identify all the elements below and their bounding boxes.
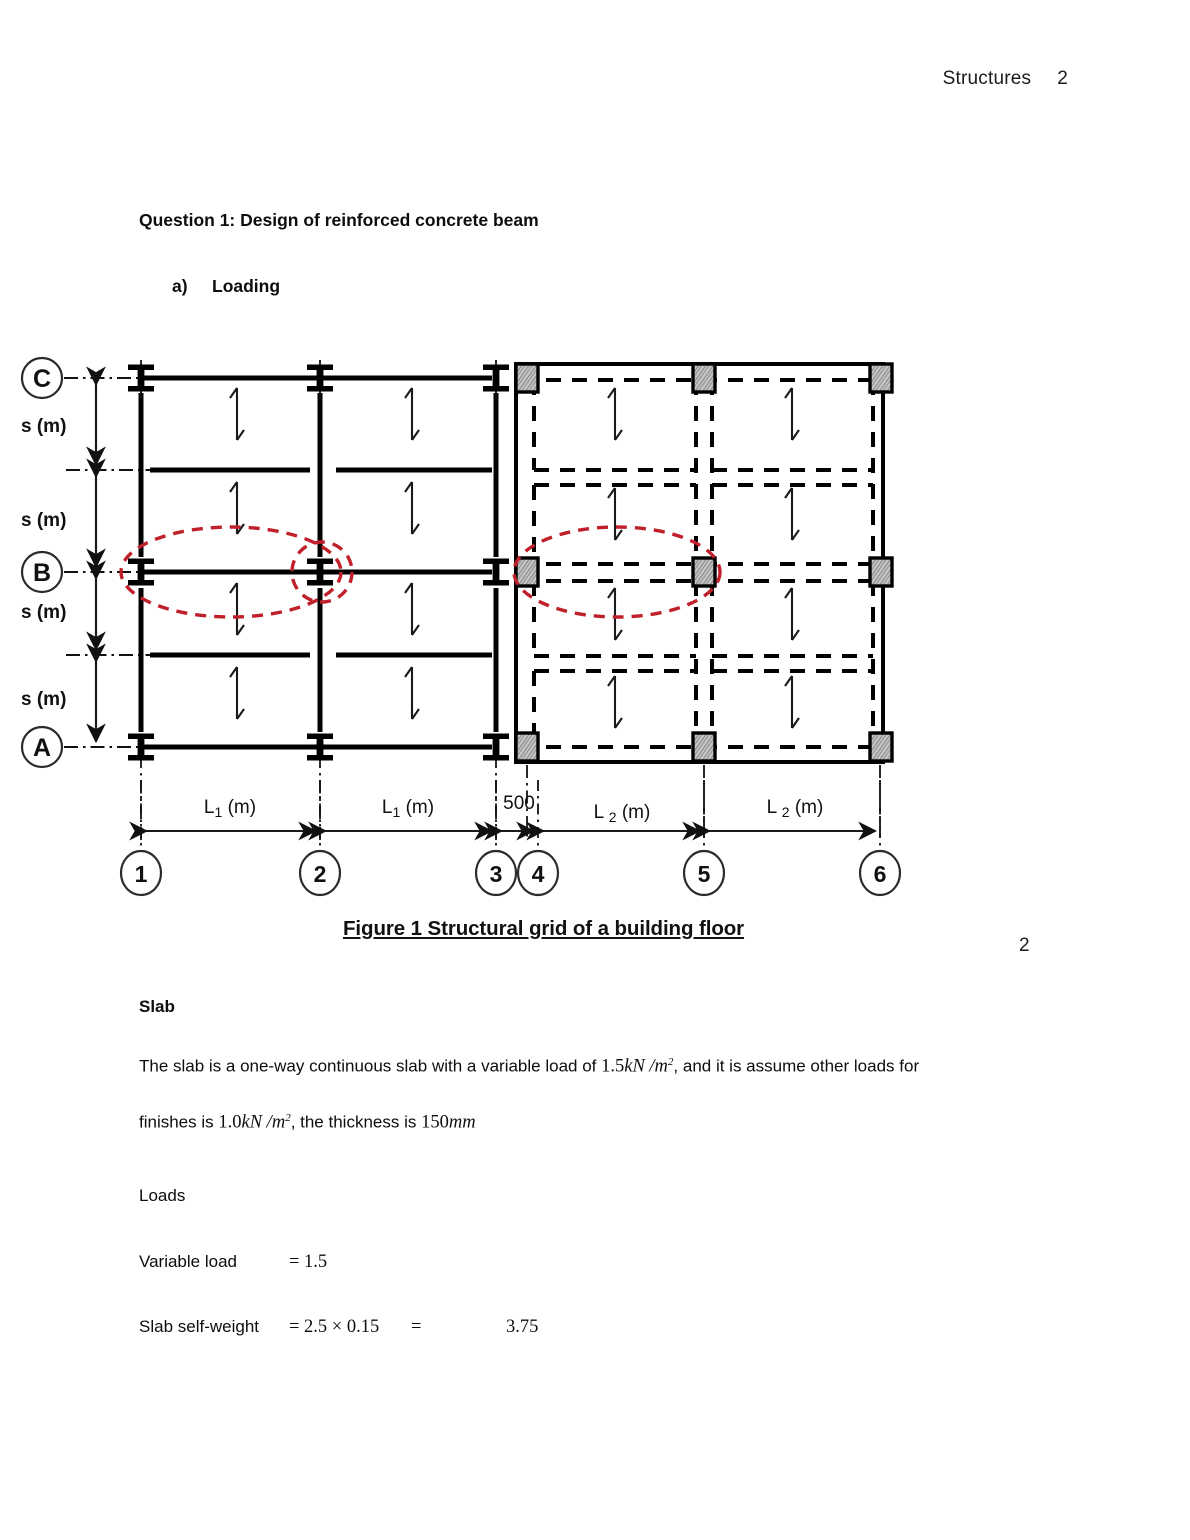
load-row-selfweight-equals: = (411, 1317, 422, 1337)
load-row-variable-equation: = 1.5 (289, 1252, 328, 1272)
grid-bubble-3 (476, 851, 516, 895)
grid-bubble-6 (860, 851, 900, 895)
slab-paragraph-2 (139, 1112, 476, 1134)
grid-bubble-4 (518, 851, 558, 895)
load-row-selfweight (139, 1317, 538, 1338)
slab-para1-text-a: The slab is a one-way continuous slab with a variable load of (139, 1056, 597, 1076)
part-a-text: Loading (212, 276, 281, 296)
spacing-label-1: s (m) (21, 416, 67, 437)
slab-para2-exponent: 2 (285, 1112, 291, 1124)
page-header (943, 68, 1068, 90)
grid-bubble-C (22, 358, 62, 398)
grid-bubble-1 (121, 851, 161, 895)
svg-text:6: 6 (873, 861, 887, 887)
figure-caption: Figure 1 Structural grid of a building floor (343, 917, 745, 940)
slab-thickness-unit: mm (448, 1112, 476, 1133)
svg-text:1: 1 (134, 861, 148, 887)
slab-para1-exponent: 2 (667, 1056, 674, 1068)
loads-heading: Loads (139, 1186, 186, 1205)
slab-para2-text-a: finishes is (139, 1112, 214, 1132)
spacing-label-2: s (m) (21, 510, 67, 531)
span-direction-arrow (230, 388, 419, 719)
slab-heading: Slab (139, 997, 175, 1016)
part-a-label: a) (172, 276, 188, 296)
structural-grid-drawing (0, 340, 1100, 900)
header-page-number: 2 (1057, 68, 1068, 89)
grid-bubble-5 (684, 851, 724, 895)
grid-bubble-A (22, 727, 62, 767)
svg-text:5: 5 (697, 861, 711, 887)
load-row-variable (139, 1252, 327, 1273)
span-label-500: 500 (503, 793, 535, 814)
figure-structural-grid (0, 340, 1100, 900)
question-title: Question 1: Design of reinforced concrete beam (139, 210, 539, 230)
slab-para2-unit: kN /m (241, 1112, 286, 1133)
span-label-1: $L_1$ (m) (203, 797, 257, 820)
svg-text:A: A (32, 734, 52, 762)
slab-para1-value: 1.5 (601, 1056, 625, 1077)
load-row-variable-label: Variable load (139, 1252, 237, 1271)
grid-bubble-B (22, 552, 62, 592)
grid-bubble-2 (300, 851, 340, 895)
span-label-3: L $_2$ (m) (593, 802, 651, 825)
slab-para1-text-b: , and it is assume other loads for (673, 1056, 920, 1076)
spacing-label-3: s (m) (21, 602, 67, 623)
load-row-selfweight-equation: = 2.5 × 0.15 (289, 1317, 380, 1337)
slab-para1-unit: kN /m (624, 1056, 668, 1077)
part-a-heading (172, 276, 280, 297)
slab-para2-value: 1.0 (218, 1112, 242, 1133)
span-label-4: L $_2$ (m) (766, 797, 824, 820)
span-dimension-labels (204, 793, 823, 825)
svg-text:3: 3 (489, 861, 503, 887)
svg-text:C: C (32, 365, 52, 393)
grid-bubbles-horizontal (121, 851, 900, 895)
slab-para2-text-b: , the thickness is (290, 1112, 417, 1132)
load-row-selfweight-result: 3.75 (506, 1317, 539, 1337)
header-doc-title: Structures (942, 68, 1032, 89)
slab-paragraph-1 (139, 1056, 919, 1078)
span-label-2: $L_1$ (m) (381, 797, 435, 820)
svg-text:B: B (32, 559, 52, 587)
spacing-label-4: s (m) (21, 689, 67, 710)
svg-text:4: 4 (531, 861, 545, 887)
svg-text:2: 2 (313, 861, 327, 887)
slab-thickness-value: 150 (421, 1112, 449, 1133)
figure-page-number: 2 (1019, 935, 1030, 956)
load-row-selfweight-label: Slab self-weight (139, 1317, 260, 1336)
